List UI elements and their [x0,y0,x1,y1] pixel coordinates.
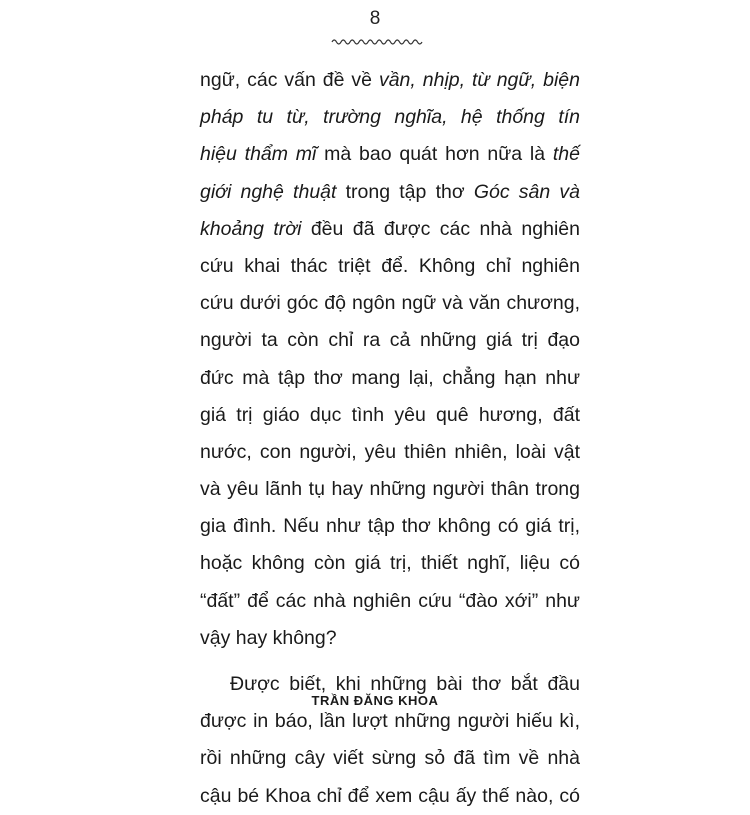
italic-text-run: hiệu thẩm mĩ [200,143,317,166]
book-author-footer: TRẦN ĐĂNG KHOA [311,693,439,708]
text-line-12: và yêu lãnh tụ hay những người thân trong [200,478,580,501]
text-line-18: được in báo, lần lượt những người hiếu kì, [200,710,580,733]
text-line-10: giá trị giáo dục tình yêu quê hương, đất [200,403,580,426]
wavy-line-ornament-icon [332,38,422,46]
text-line-20: cậu bé Khoa chỉ để xem cậu ấy thế nào, có [200,784,580,807]
text-line-3 [200,136,580,173]
italic-text-run: vần, nhịp, từ ngữ, biện [378,69,580,91]
italic-text-run: pháp tu từ, trường nghĩa, hệ thống tín [200,106,580,129]
text-line-1 [200,62,580,99]
text-line-14: hoặc không còn giá trị, thiết nghĩ, liệu có [200,552,580,575]
text-line-5 [200,211,580,248]
text-line-6: cứu khai thác triệt để. Không chỉ nghiên [200,254,580,277]
text-line-16: vậy hay không? [200,626,337,649]
text-line-7: cứu dưới góc độ ngôn ngữ và văn chương, [200,292,580,315]
text-run: mà bao quát hơn nữa là [316,143,553,166]
italic-text-run: thế [552,143,580,166]
text-line-19: rồi những cây viết sừng sỏ đã tìm về nhà [200,747,580,770]
text-line-11: nước, con người, yêu thiên nhiên, loài vật [200,440,580,463]
italic-text-run: Góc sân và [473,180,580,203]
text-line-9: đức mà tập thơ mang lại, chẳng hạn như [200,366,580,389]
italic-text-run: khoảng trời [200,217,302,240]
page-number: 8 [369,8,381,29]
text-line-15: “đất” để các nhà nghiên cứu “đào xới” như [200,589,580,612]
text-run: đều đã được các nhà nghiên [301,217,580,240]
text-line-4 [200,174,580,211]
text-line-8: người ta còn chỉ ra cả những giá trị đạo [200,329,580,352]
text-run: trong tập thơ [336,180,474,203]
text-line-17: Được biết, khi những bài thơ bắt đầu [230,673,580,695]
text-run: ngữ, các vấn đề về [200,69,379,91]
text-line-2 [200,99,580,136]
text-line-13: gia đình. Nếu như tập thơ không có giá trị, [200,515,580,538]
italic-text-run: giới nghệ thuật [200,180,337,203]
